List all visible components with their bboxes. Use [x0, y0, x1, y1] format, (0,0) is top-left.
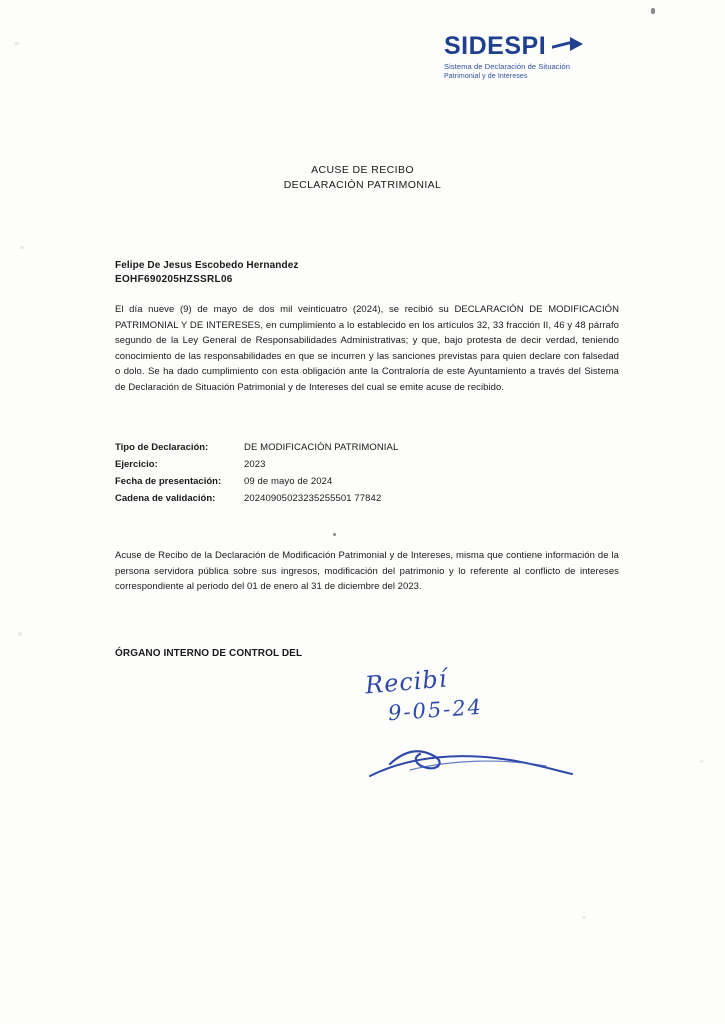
detail-row [115, 442, 619, 453]
declaration-details [115, 442, 619, 510]
logo-subtitle-line1: Sistema de Declaración de Situación [444, 62, 571, 71]
declarant-curp: EOHF690205HZSSRL06 [115, 274, 233, 285]
scan-speck [582, 916, 586, 919]
logo-wordmark: SIDESPI [444, 32, 547, 60]
organo-interno-label: ÓRGANO INTERNO DE CONTROL DEL [115, 648, 303, 659]
handwritten-received-word: Recibí [363, 664, 449, 700]
detail-label: Cadena de validación: [115, 493, 216, 504]
detail-value: DE MODIFICACIÓN PATRIMONIAL [244, 442, 399, 453]
logo-subtitle-line2: Patrimonial y de Intereses [444, 73, 528, 80]
body-paragraph-1: El día nueve (9) de mayo de dos mil veinticuatro (2024), se recibió su DECLARACIÓN DE MODIFICACIÓN PATRIMONIAL Y DE INTERESES, en cumplimiento a lo establecido en los artículos 32, 33 fracción II, 46 y 48 párrafo segundo de la Ley General de Responsabilidades Administrativas; y que, bajo protesta de decir verdad, teniendo conocimiento de las responsabilidades en que se incurren y las sanciones previstas para quien declare con falsedad o dolo. Se ha dado cumplimiento con esta obligación ante la Contraloría de este Ayuntamiento a través del Sistema de Declaración de Situación Patrimonial y de Intereses del cual se emite acuse de recibido. [115, 304, 619, 393]
detail-value: 20240905023235255501 77842 [244, 493, 382, 504]
scan-speck [18, 632, 22, 636]
detail-label: Ejercicio: [115, 459, 158, 470]
scan-speck [700, 760, 703, 763]
sidespi-logo [444, 34, 594, 80]
page-title [0, 163, 725, 193]
ink-dot [333, 533, 336, 536]
detail-value: 2023 [244, 459, 266, 470]
detail-row [115, 459, 619, 470]
signature-scribble-icon [350, 730, 590, 790]
detail-row [115, 476, 619, 487]
detail-row [115, 493, 619, 504]
detail-label: Tipo de Declaración: [115, 442, 209, 453]
handwritten-date: 9-05-24 [387, 694, 484, 726]
scan-speck [14, 42, 19, 45]
ink-dot [651, 8, 655, 14]
detail-label: Fecha de presentación: [115, 476, 222, 487]
arrow-right-icon [552, 37, 586, 51]
declarant-name: Felipe De Jesus Escobedo Hernandez [115, 260, 299, 271]
page-title-line2: DECLARACIÓN PATRIMONIAL [283, 179, 442, 191]
scan-speck [20, 246, 24, 249]
body-paragraph-2: Acuse de Recibo de la Declaración de Modificación Patrimonial y de Intereses, misma que contiene información de la persona servidora pública sobre sus ingresos, modificación del patrimonio y lo referente al conflicto de intereses correspondiente al periodo del 01 de enero al 31 de diciembre del 2023. [115, 550, 619, 592]
detail-value: 09 de mayo de 2024 [244, 476, 333, 487]
page-title-line1: ACUSE DE RECIBO [311, 164, 414, 176]
